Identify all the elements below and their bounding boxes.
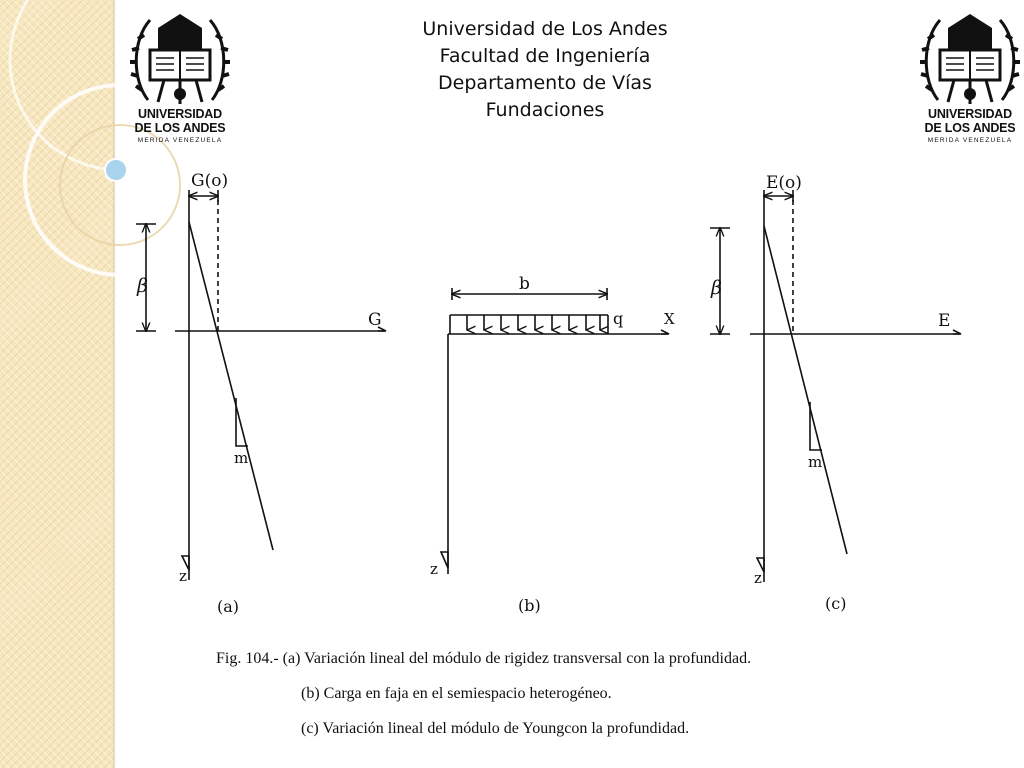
panel-label: (b) <box>518 596 541 615</box>
panel-a <box>136 190 386 580</box>
beta-label: β <box>711 277 722 299</box>
logo-location: MERIDA VENEZUELA <box>927 137 1013 144</box>
caption-line-3: (c) Variación lineal del módulo de Youngcon la profundidad. <box>301 720 690 737</box>
g-axis-label: G <box>368 310 382 330</box>
header-faculty: Facultad de Ingeniería <box>439 45 651 67</box>
logo-name-line1: UNIVERSIDAD <box>928 107 1012 121</box>
slope-label: m <box>808 453 823 471</box>
z-label: z <box>179 567 187 585</box>
panel-c <box>710 190 961 582</box>
logo-name-line2: DE LOS ANDES <box>134 121 226 135</box>
logo-name-line2: DE LOS ANDES <box>924 121 1016 135</box>
e0-label: E(o) <box>766 173 802 193</box>
x-label: X <box>664 310 675 328</box>
caption-line-2: (b) Carga en faja en el semiespacio heterogéneo. <box>301 685 612 702</box>
modulus-line <box>764 226 847 554</box>
logo-location: MERIDA VENEZUELA <box>137 137 223 144</box>
b-label: b <box>519 274 530 294</box>
z-label: z <box>754 569 762 587</box>
slope-triangle <box>810 402 822 450</box>
header-course: Fundaciones <box>485 99 605 121</box>
header-department: Departamento de Vías <box>438 72 652 94</box>
caption-line-1: Fig. 104.- (a) Variación lineal del módulo de rigidez transversal con la profundidad. <box>216 650 752 667</box>
z-arrow <box>441 552 448 568</box>
axis-arrow-tip <box>661 330 669 334</box>
beta-label: β <box>137 275 148 297</box>
modulus-line <box>189 222 273 550</box>
panel-b <box>441 288 669 574</box>
logo-name-line1: UNIVERSIDAD <box>138 107 222 121</box>
panel-label: (c) <box>825 594 847 613</box>
e-axis-label: E <box>938 311 951 331</box>
z-label: z <box>430 560 438 578</box>
slope-label: m <box>234 449 249 467</box>
panel-label: (a) <box>217 597 240 616</box>
header-university: Universidad de Los Andes <box>422 18 668 40</box>
axis-arrow-tip <box>953 330 961 334</box>
g0-label: G(o) <box>191 171 229 191</box>
q-label: q <box>613 309 624 328</box>
slope-triangle <box>236 398 248 446</box>
